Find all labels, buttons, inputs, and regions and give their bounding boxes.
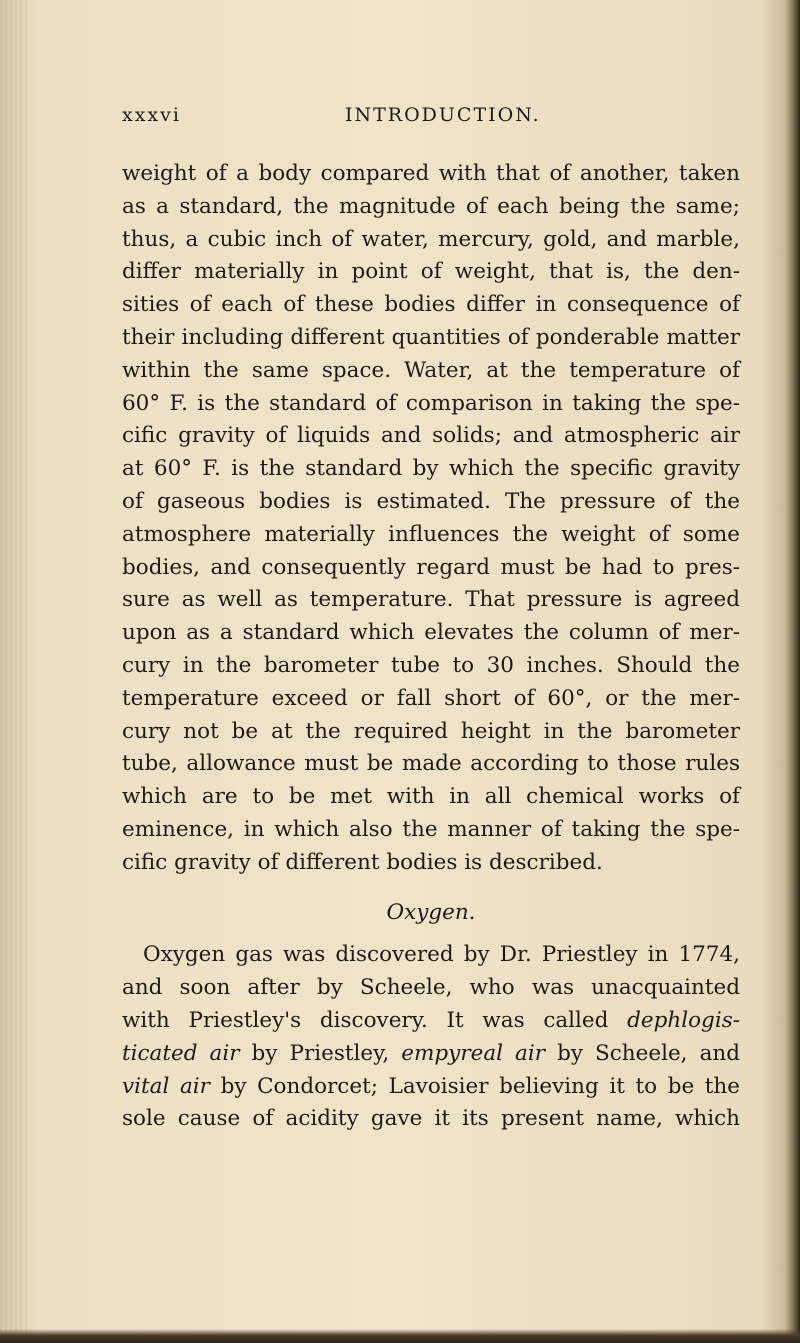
text-line: tube, allowance must be made according to those rules (122, 751, 740, 777)
body-text (122, 158, 740, 1136)
text-run: with Priestley's discovery. It was called (122, 1007, 628, 1033)
italic-term: ticated air (122, 1040, 240, 1066)
text-line: of gaseous bodies is estimated. The pressure of the (122, 488, 740, 514)
text-line: differ materially in point of weight, that is, the den- (122, 259, 740, 285)
text-line: atmosphere materially influences the weight of some (122, 521, 740, 547)
text-line: upon as a standard which elevates the column of mer- (122, 620, 740, 646)
paragraph-oxygen (122, 939, 740, 1136)
text-line: cury not be at the required height in the barometer (122, 718, 740, 744)
page-number: xxxvi (122, 104, 181, 126)
running-title: INTRODUCTION. (345, 104, 541, 126)
text-line: cury in the barometer tube to 30 inches. Should the (122, 652, 740, 678)
text-line: sole cause of acidity gave it its present name, which (122, 1106, 740, 1132)
text-line: 60° F. is the standard of comparison in taking the spe- (122, 390, 740, 416)
text-line: as a standard, the magnitude of each being the same; (122, 193, 740, 219)
text-line: within the same space. Water, at the temperature of (122, 357, 740, 383)
text-line: weight of a body compared with that of another, taken (122, 161, 740, 186)
text-line (122, 1038, 740, 1071)
italic-term: vital air (122, 1073, 210, 1099)
text-line: bodies, and consequently regard must be had to pres- (122, 554, 740, 580)
text-line: and soon after by Scheele, who was unacquainted (122, 975, 740, 1001)
text-line (122, 1071, 740, 1104)
page-header (122, 104, 742, 134)
text-run: by Priestley, (239, 1040, 402, 1066)
text-line: sities of each of these bodies differ in consequence of (122, 292, 740, 318)
text-line: Oxygen gas was discovered by Dr. Priestley in 1774, (143, 942, 740, 968)
text-line: eminence, in which also the manner of taking the spe- (122, 816, 740, 842)
text-run: by Scheele, and (545, 1040, 740, 1066)
italic-term: dephlogis- (627, 1007, 740, 1033)
section-heading: Oxygen. (386, 899, 476, 925)
text-line: which are to be met with in all chemical works of (122, 784, 740, 810)
text-run: by Condorcet; Lavoisier believing it to be the (209, 1073, 740, 1099)
text-line: sure as well as temperature. That pressure is agreed (122, 587, 740, 613)
paragraph-specific-gravity (122, 158, 740, 880)
page-bottom-edge (0, 1329, 800, 1343)
text-line: cific gravity of liquids and solids; and atmospheric air (122, 423, 740, 449)
text-line: at 60° F. is the standard by which the specific gravity (122, 456, 740, 482)
text-line: thus, a cubic inch of water, mercury, gold, and marble, (122, 226, 740, 252)
italic-term: empyreal air (401, 1040, 546, 1066)
text-line: temperature exceed or fall short of 60°, or the mer- (122, 685, 740, 711)
page-binding-edge (0, 0, 28, 1343)
text-line: their including different quantities of ponderable matter (122, 324, 740, 350)
text-line (122, 1005, 740, 1038)
text-line: cific gravity of different bodies is described. (122, 849, 603, 875)
